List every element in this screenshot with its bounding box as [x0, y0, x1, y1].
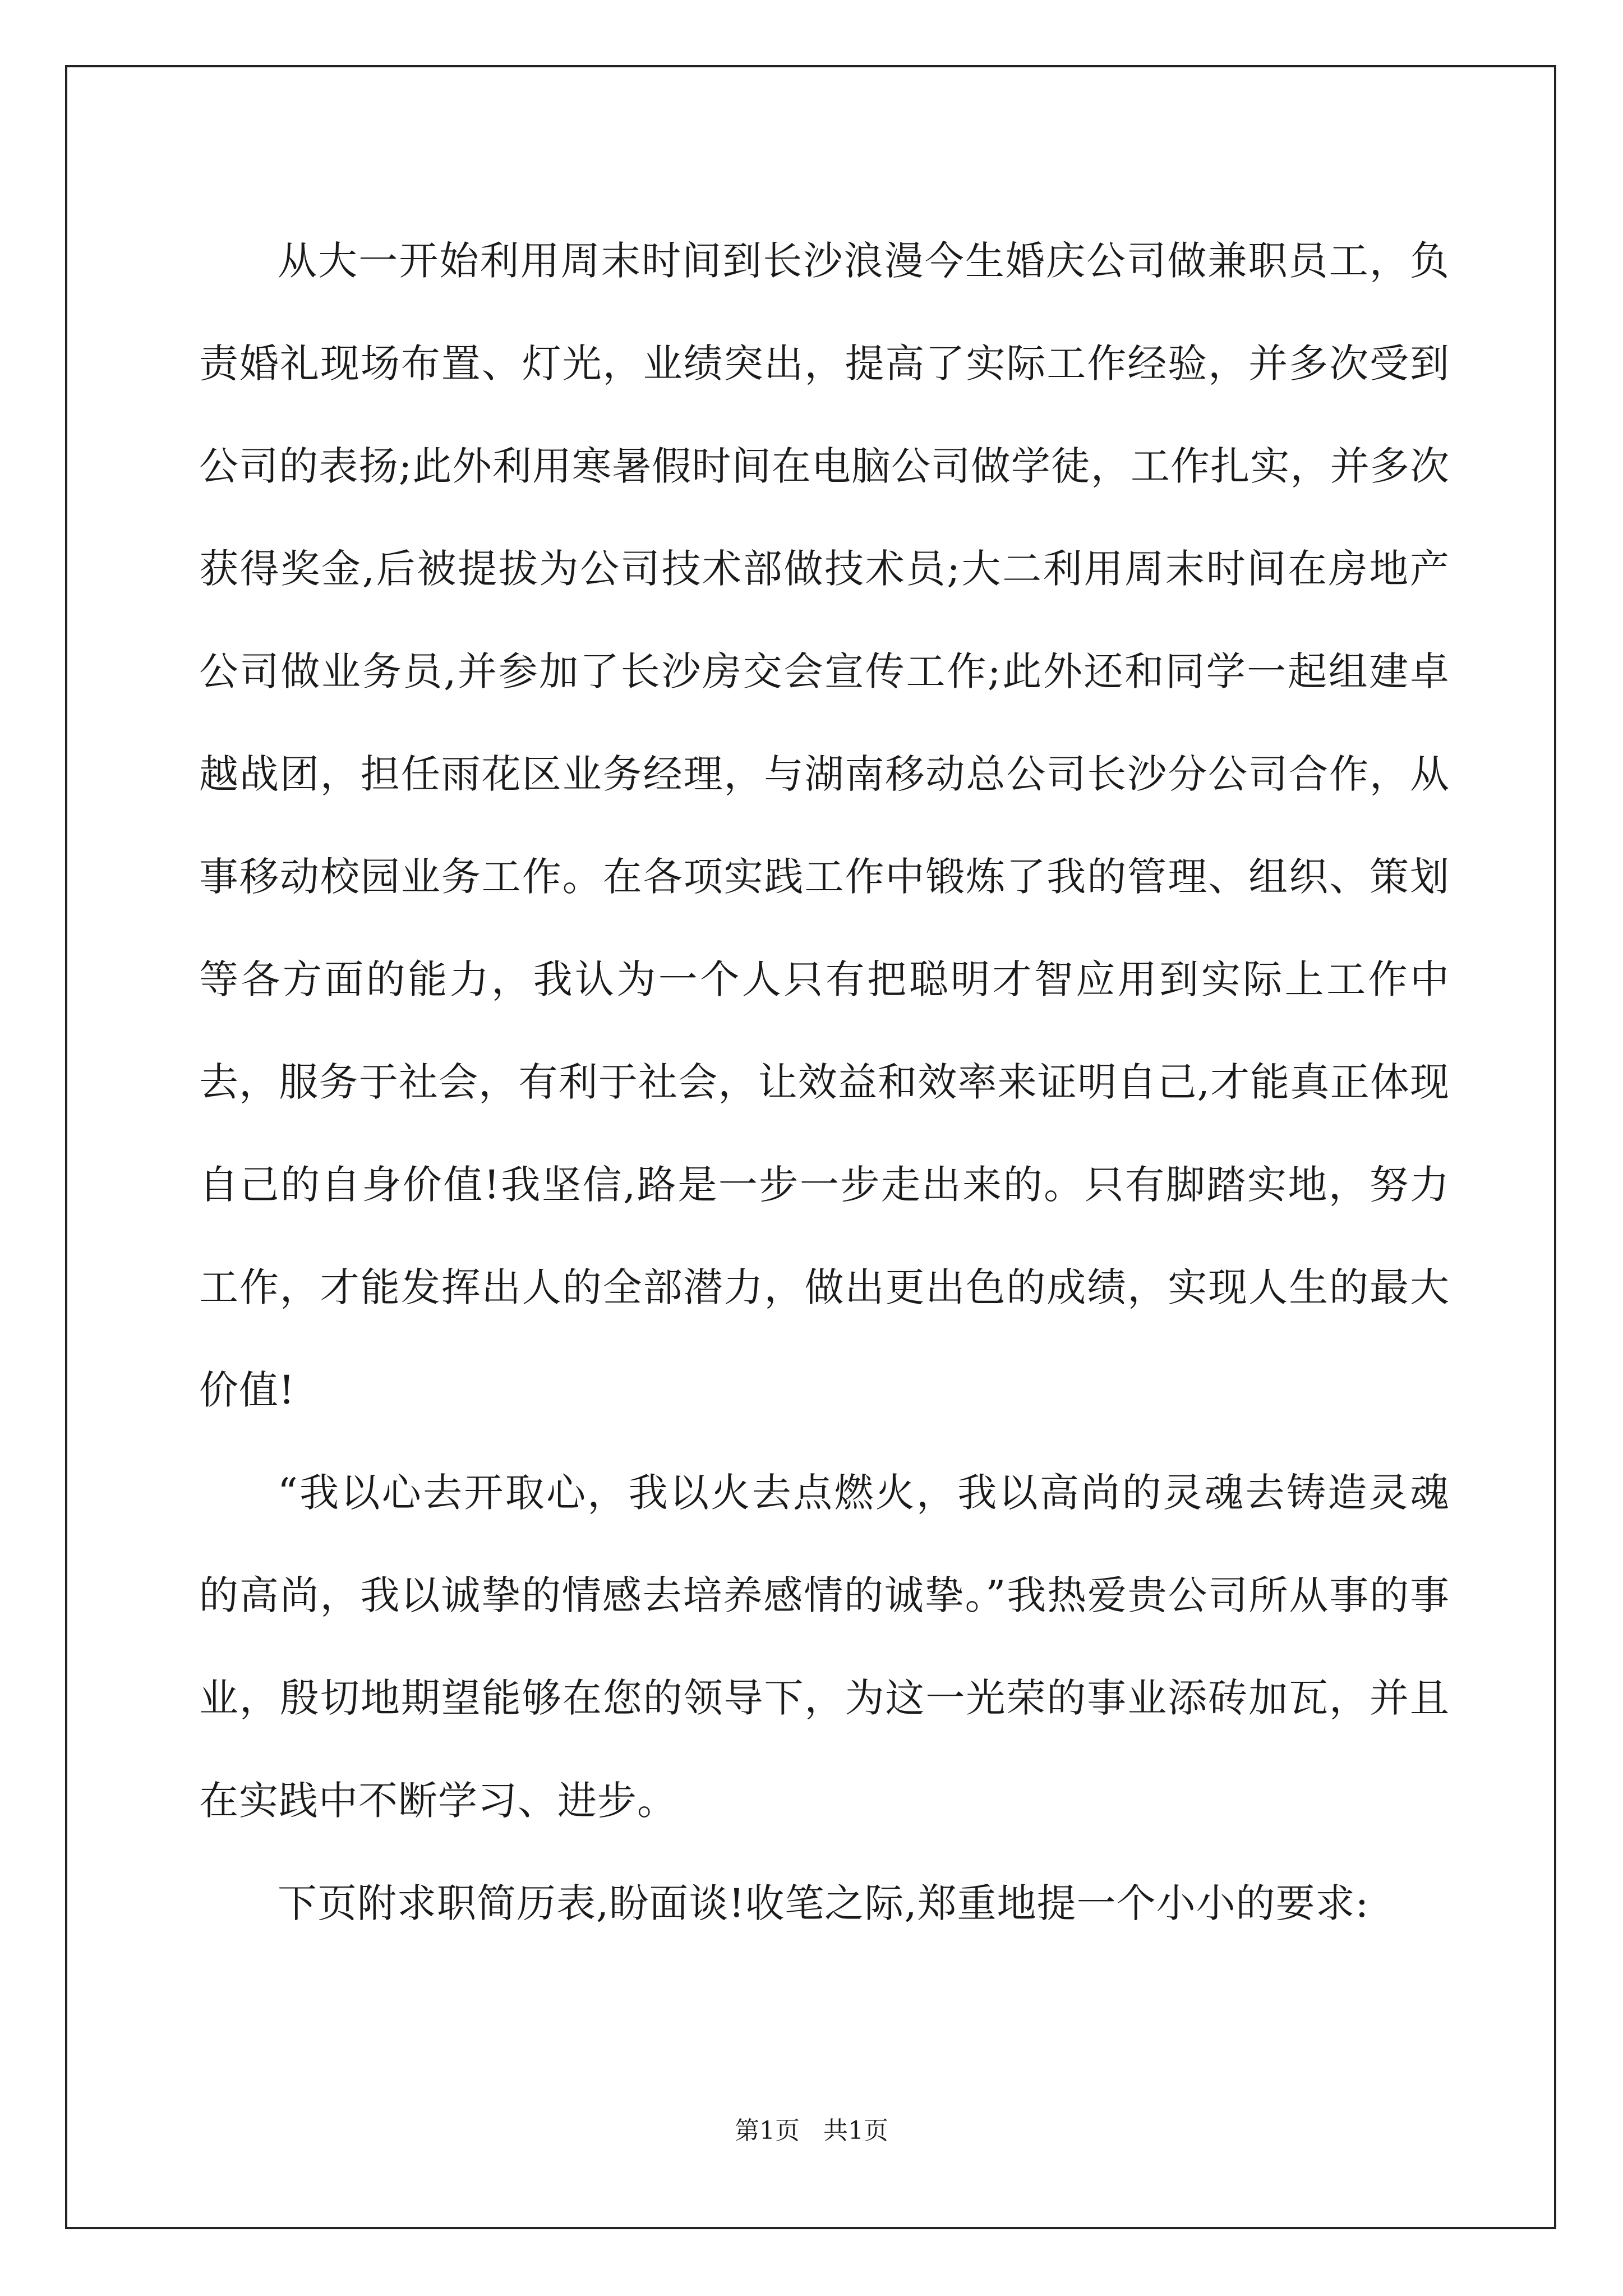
paragraph-2: “我以心去开取心，我以火去点燃火，我以高尚的灵魂去铸造灵魂的高尚，我以诚挚的情感去培养感情的诚挚。”我热爱贵公司所从事的事业，殷切地期望能够在您的领导下，为这一光荣的事业添砖加瓦，并且在实践中不断学习、进步。 [199, 1470, 1450, 1824]
paragraph-3: 下页附求职简历表,盼面谈!收笔之际,郑重地提一个小小的要求: [278, 1880, 1370, 1926]
paragraph-1: 从大一开始利用周末时间到长沙浪漫今生婚庆公司做兼职员工，负责婚礼现场布置、灯光，业绩突出，提高了实际工作经验，并多次受到公司的表扬;此外利用寒暑假时间在电脑公司做学徒，工作扎实，并多次获得奖金,后被提拔为公司技术部做技术员;大二利用周末时间在房地产公司做业务员,并参加了长沙房交会宣传工作;此外还和同学一起组建卓越战团，担任雨花区业务经理，与湖南移动总公司长沙分公司合作，从事移动校园业务工作。在各项实践工作中锻炼了我的管理、组织、策划等各方面的能力，我认为一个人只有把聪明才智应用到实际上工作中去，服务于社会，有利于社会，让效益和效率来证明自己,才能真正体现自己的自身价值!我坚信,路是一步一步走出来的。只有脚踏实地，努力工作，才能发挥出人的全部潜力，做出更出色的成绩，实现人生的最大价值! [199, 238, 1450, 1413]
document-body [199, 210, 1450, 1955]
page-footer: 第1页 共1页 [735, 2116, 888, 2145]
